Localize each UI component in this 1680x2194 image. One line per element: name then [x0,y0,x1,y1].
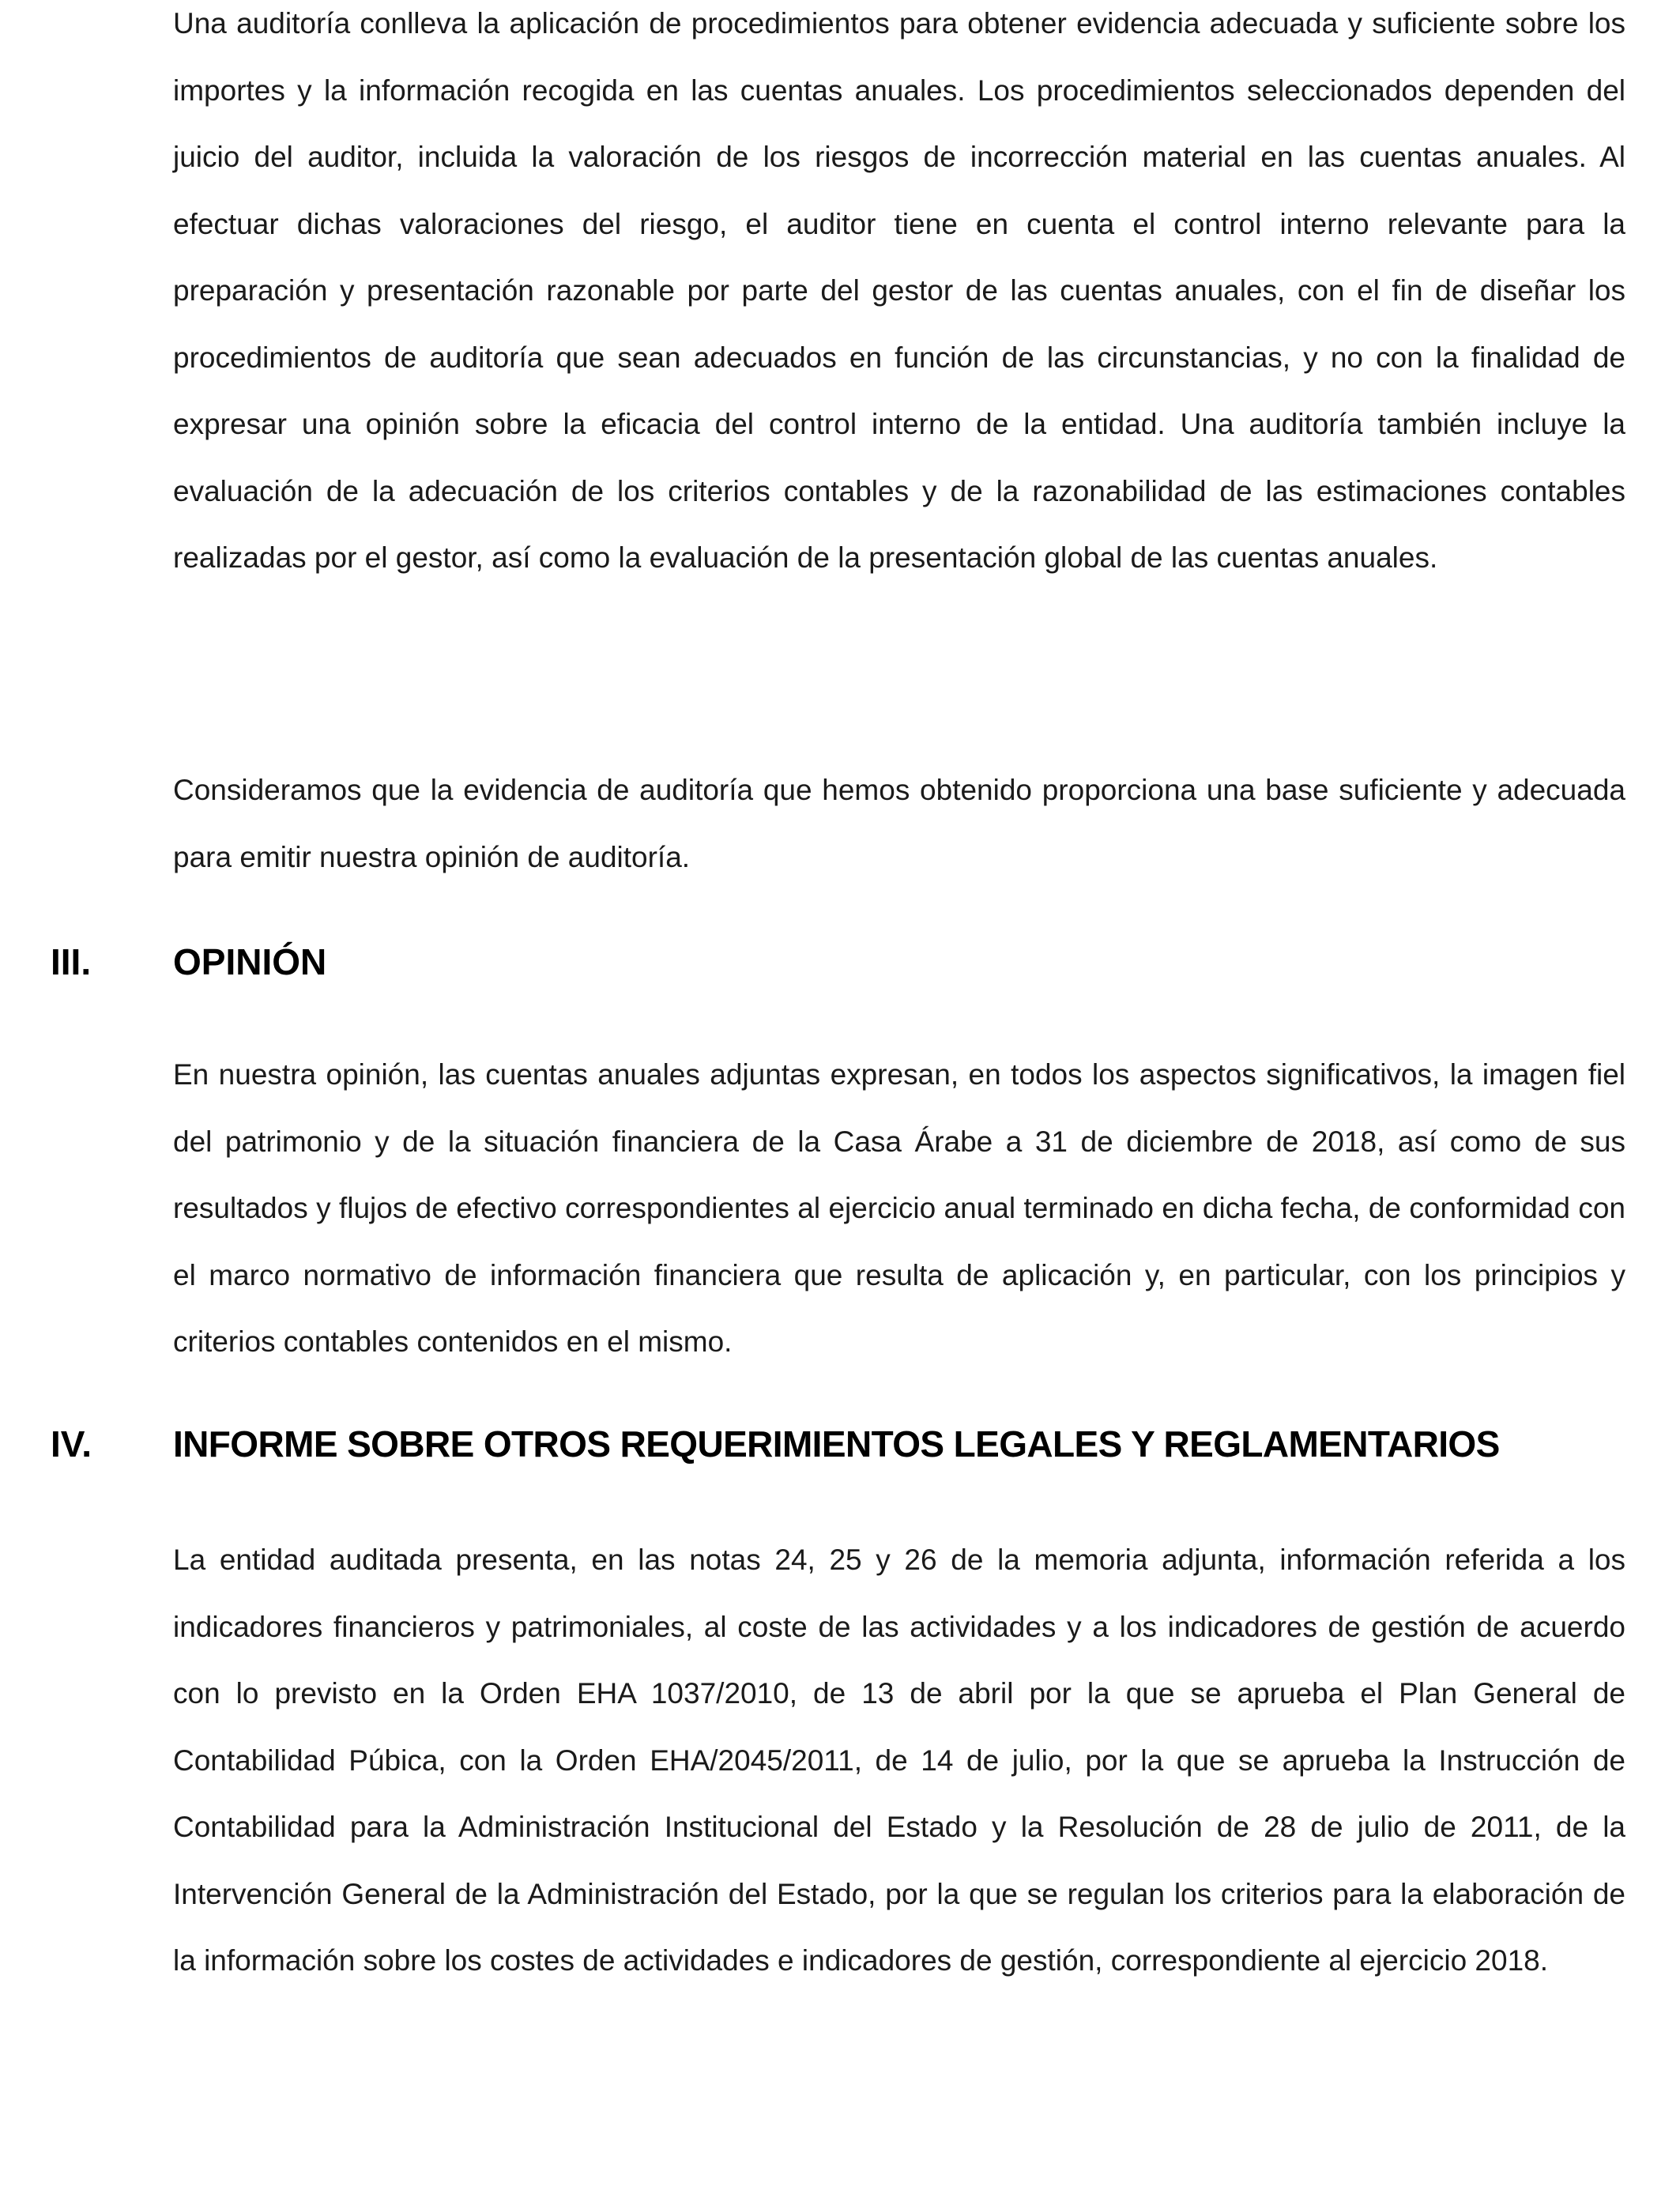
section-heading-legal-requirements [51,1423,1631,1470]
section-heading-opinion [51,941,1631,988]
section-number: IV. [51,1423,92,1465]
paragraph-audit-procedures: Una auditoría conlleva la aplicación de procedimientos para obtener evidencia adecuada y suficiente sobre los importes y la información recogida en las cuentas anuales. Los procedimientos seleccionados dependen del juicio del auditor, incluida la valoración de los riesgos de incorrección material en las cuentas anuales. Al efectuar dichas valoraciones del riesgo, el auditor tiene en cuenta el control interno relevante para la preparación y presentación razonable por parte del gestor de las cuentas anuales, con el fin de diseñar los procedimientos de auditoría que sean adecuados en función de las circunstancias, y no con la finalidad de expresar una opinión sobre la eficacia del control interno de la entidad. Una auditoría también incluye la evaluación de la adecuación de los criterios contables y de la razonabilidad de las estimaciones contables realizadas por el gestor, así como la evaluación de la presentación global de las cuentas anuales. [173,7,1625,574]
paragraph-opinion: En nuestra opinión, las cuentas anuales adjuntas expresan, en todos los aspectos significativos, la imagen fiel del patrimonio y de la situación financiera de la Casa Árabe a 31 de diciembre de 2018, así como de sus resultados y flujos de efectivo correspondientes al ejercicio anual terminado en dicha fecha, de conformidad con el marco normativo de información financiera que resulta de aplicación y, en particular, con los principios y criterios contables contenidos en el mismo. [173,1058,1625,1358]
section-number: III. [51,941,92,982]
section-title: OPINIÓN [173,941,327,982]
paragraph-legal-requirements: La entidad auditada presenta, en las notas 24, 25 y 26 de la memoria adjunta, información referida a los indicadores financieros y patrimoniales, al coste de las actividades y a los indicadores de gestión de acuerdo con lo previsto en la Orden EHA 1037/2010, de 13 de abril por la que se aprueba el Plan General de Contabilidad Púbica, con la Orden EHA/2045/2011, de 14 de julio, por la que se aprueba la Instrucción de Contabilidad para la Administración Institucional del Estado y la Resolución de 28 de julio de 2011, de la Intervención General de la Administración del Estado, por la que se regulan los criterios para la elaboración de la información sobre los costes de actividades e indicadores de gestión, correspondiente al ejercicio 2018. [173,1544,1625,1977]
section-title: INFORME SOBRE OTROS REQUERIMIENTOS LEGALES Y REGLAMENTARIOS [173,1423,1500,1465]
paragraph-audit-evidence: Consideramos que la evidencia de auditoría que hemos obtenido proporciona una base suficiente y adecuada para emitir nuestra opinión de auditoría. [173,774,1625,873]
